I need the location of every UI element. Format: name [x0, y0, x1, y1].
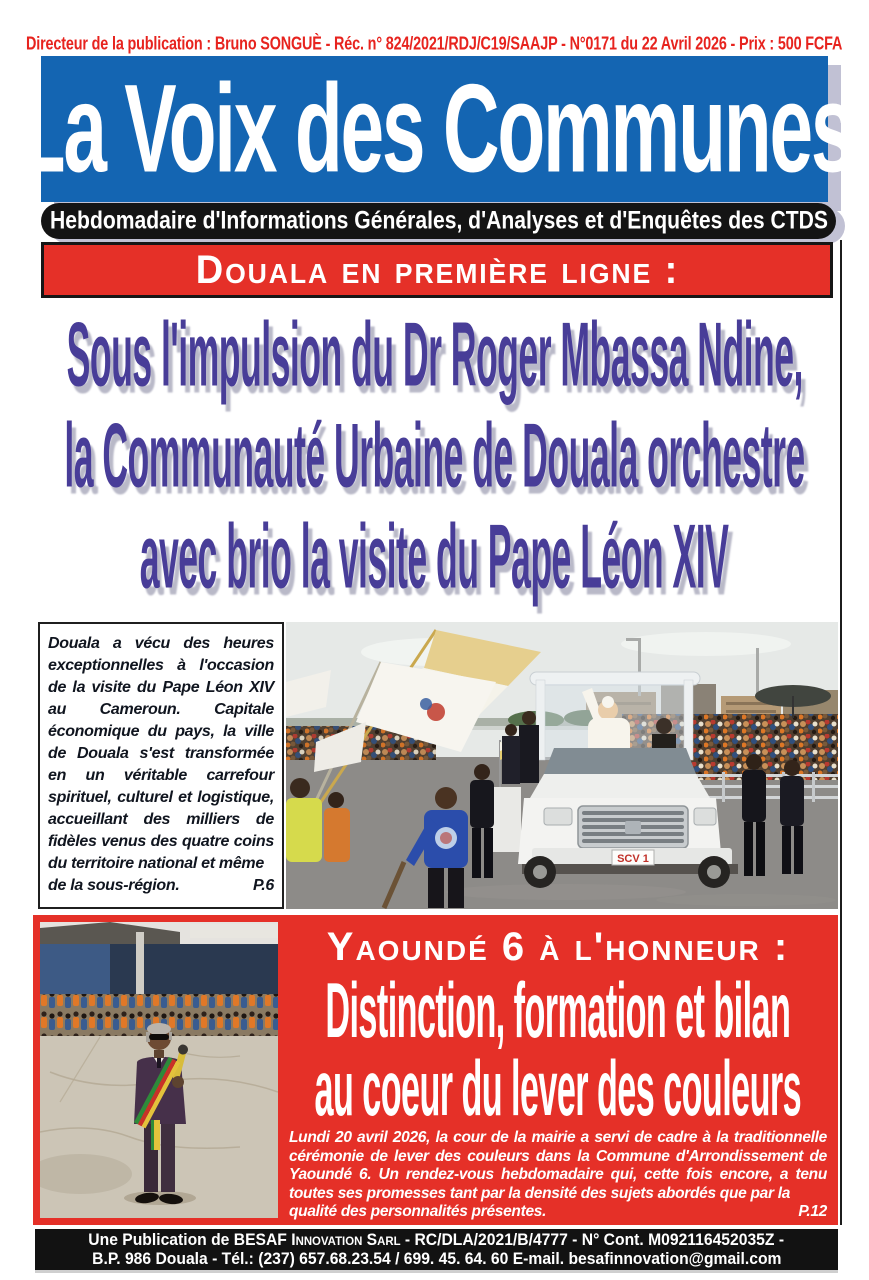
road-marking: [656, 894, 836, 906]
lead-headline-line-3: [0, 505, 869, 606]
road-marking: [446, 884, 686, 900]
publication-info-text: Directeur de la publication : Bruno SONGUÈ - Réc. n° 824/2021/RDJ/C19/SAAJP - N°0171 du 22 Avril 2026 - Prix : 500 FCFA: [26, 31, 843, 53]
lead-summary-last-line: [48, 875, 274, 897]
second-story-column: [285, 923, 831, 1222]
lead-summary-last-text: de la sous-région.: [48, 877, 180, 894]
second-photo-mayor: [40, 922, 278, 1218]
tagline-text: Hebdomadaire d'Informations Générales, d'Analyses et d'Enquêtes des CTDS: [49, 206, 828, 235]
lead-headline-line-2: [0, 404, 869, 505]
second-headline-line-1: [285, 966, 831, 1054]
lead-headline-text-2: la Communauté Urbaine de Douala orchestre: [64, 403, 805, 506]
lead-headline-text-1: Sous l'impulsion du Dr Roger Mbassa Ndine,: [66, 302, 803, 405]
publication-info-line: [0, 30, 869, 56]
lead-page-ref: P.6: [252, 877, 274, 894]
lead-headline-line-1: [0, 303, 869, 404]
lead-summary-text: Douala a vécu des heures exceptionnelles à l'occasion de la visite du Pape Léon XIV au Cameroun. Capitale économique du pays, la ville de Douala s'est transformée en un véritable carrefour spirituel, culturel et logistique, accueillant des milliers de fidèles venus des quatre coins du territoire national et même: [48, 635, 274, 872]
second-page-ref: P.12: [798, 1203, 827, 1220]
lead-kicker-text: Douala en première ligne :: [195, 247, 679, 292]
footer-publisher-prefix: Une Publication de BESAF: [88, 1230, 292, 1249]
tagline-bar: [41, 203, 836, 239]
second-headline-text-1: Distinction, formation et bilan: [325, 966, 791, 1054]
lead-headline: [0, 303, 869, 606]
lead-photo-popemobile: [286, 622, 838, 909]
second-summary-last-text: qualité des personnalités présentes.: [289, 1203, 547, 1220]
lead-summary-box: [38, 622, 284, 909]
second-kicker-text: Yaoundé 6 à l'honneur :: [326, 924, 790, 969]
newspaper-title: La Voix des Communes: [17, 58, 852, 199]
page-frame-line: [840, 240, 842, 1225]
passenger-head: [656, 718, 672, 734]
footer-registration: - RC/DLA/2021/B/4777 - N° Cont. M092116452035Z -: [400, 1230, 785, 1249]
sunglasses: [149, 1034, 169, 1040]
license-plate: [612, 850, 654, 865]
lead-headline-text-3: avec brio la visite du Pape Léon XIV: [140, 504, 729, 607]
second-summary-last-line: [285, 1203, 831, 1222]
second-story-section: [33, 915, 838, 1225]
second-kicker: [285, 923, 831, 971]
masthead: [17, 56, 852, 202]
footer-publisher-name: Innovation Sarl: [291, 1230, 401, 1249]
second-headline-text-2: au coeur du lever des couleurs: [314, 1044, 802, 1132]
publisher-footer: [35, 1229, 838, 1270]
lead-kicker-banner: [41, 242, 833, 298]
license-plate-text: SCV 1: [617, 853, 649, 865]
second-headline-line-2: [285, 1044, 831, 1132]
second-summary-text: Lundi 20 avril 2026, la cour de la mairie a servi de cadre à la traditionnelle cérémonie de lever des couleurs dans la Commune d'Arrondissement de Yaoundé 6. Un rendez-vous hebdomadaire qui, cette fois encore, a tenu toutes ses promesses tant par la densité des sujets abordés que par la: [289, 1129, 827, 1202]
footer-line-1: [89, 1231, 785, 1250]
footer-line-2: B.P. 986 Douala - Tél.: (237) 657.68.23.54 / 699. 45. 64. 60 E-mail. besafinnovation@gmail.com: [91, 1249, 782, 1268]
